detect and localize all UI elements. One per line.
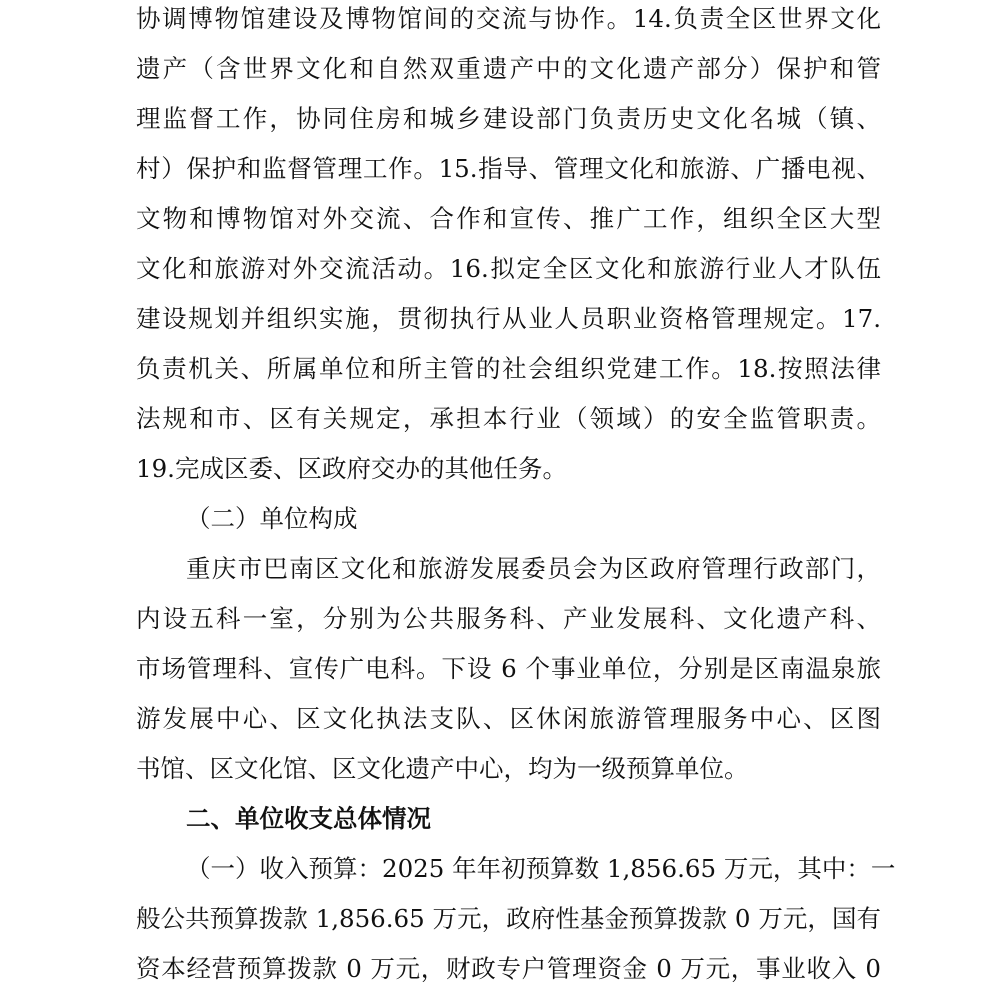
text-line-8: 负责机关、所属单位和所主管的社会组织党建工作。18.按照法律 [136,354,881,383]
text-line-15: 游发展中心、区文化执法支队、区休闲旅游管理服务中心、区图 [136,704,881,733]
text-line-16: 书馆、区文化馆、区文化遗产中心，均为一级预算单位。 [136,754,749,783]
text-line-7: 建设规划并组织实施，贯彻执行从业人员职业资格管理规定。17. [136,304,881,333]
text-line-5: 文物和博物馆对外交流、合作和宣传、推广工作，组织全区大型 [136,204,881,233]
text-line-2: 遗产（含世界文化和自然双重遗产中的文化遗产部分）保护和管 [136,54,881,83]
text-line-12: 重庆市巴南区文化和旅游发展委员会为区政府管理行政部门， [186,554,881,583]
text-line-10: 19.完成区委、区政府交办的其他任务。 [136,454,567,483]
section-heading-income-expenditure: 二、单位收支总体情况 [186,804,431,833]
text-line-4: 村）保护和监督管理工作。15.指导、管理文化和旅游、广播电视、 [136,154,881,183]
text-line-6: 文化和旅游对外交流活动。16.拟定全区文化和旅游行业人才队伍 [136,254,881,283]
text-line-1: 协调博物馆建设及博物馆间的交流与协作。14.负责全区世界文化 [136,4,881,33]
text-line-3: 理监督工作，协同住房和城乡建设部门负责历史文化名城（镇、 [136,104,881,133]
text-line-14: 市场管理科、宣传广电科。下设 6 个事业单位，分别是区南温泉旅 [136,654,881,683]
text-line-20: 资本经营预算拨款 0 万元，财政专户管理资金 0 万元，事业收入 0 [136,954,881,983]
text-line-9: 法规和市、区有关规定，承担本行业（领域）的安全监管职责。 [136,404,881,433]
text-line-18: （一）收入预算：2025 年年初预算数 1,856.65 万元，其中：一 [186,854,896,883]
text-line-19: 般公共预算拨款 1,856.65 万元，政府性基金预算拨款 0 万元，国有 [136,904,881,933]
text-line-13: 内设五科一室，分别为公共服务科、产业发展科、文化遗产科、 [136,604,881,633]
section-heading-unit-composition: （二）单位构成 [186,504,358,533]
